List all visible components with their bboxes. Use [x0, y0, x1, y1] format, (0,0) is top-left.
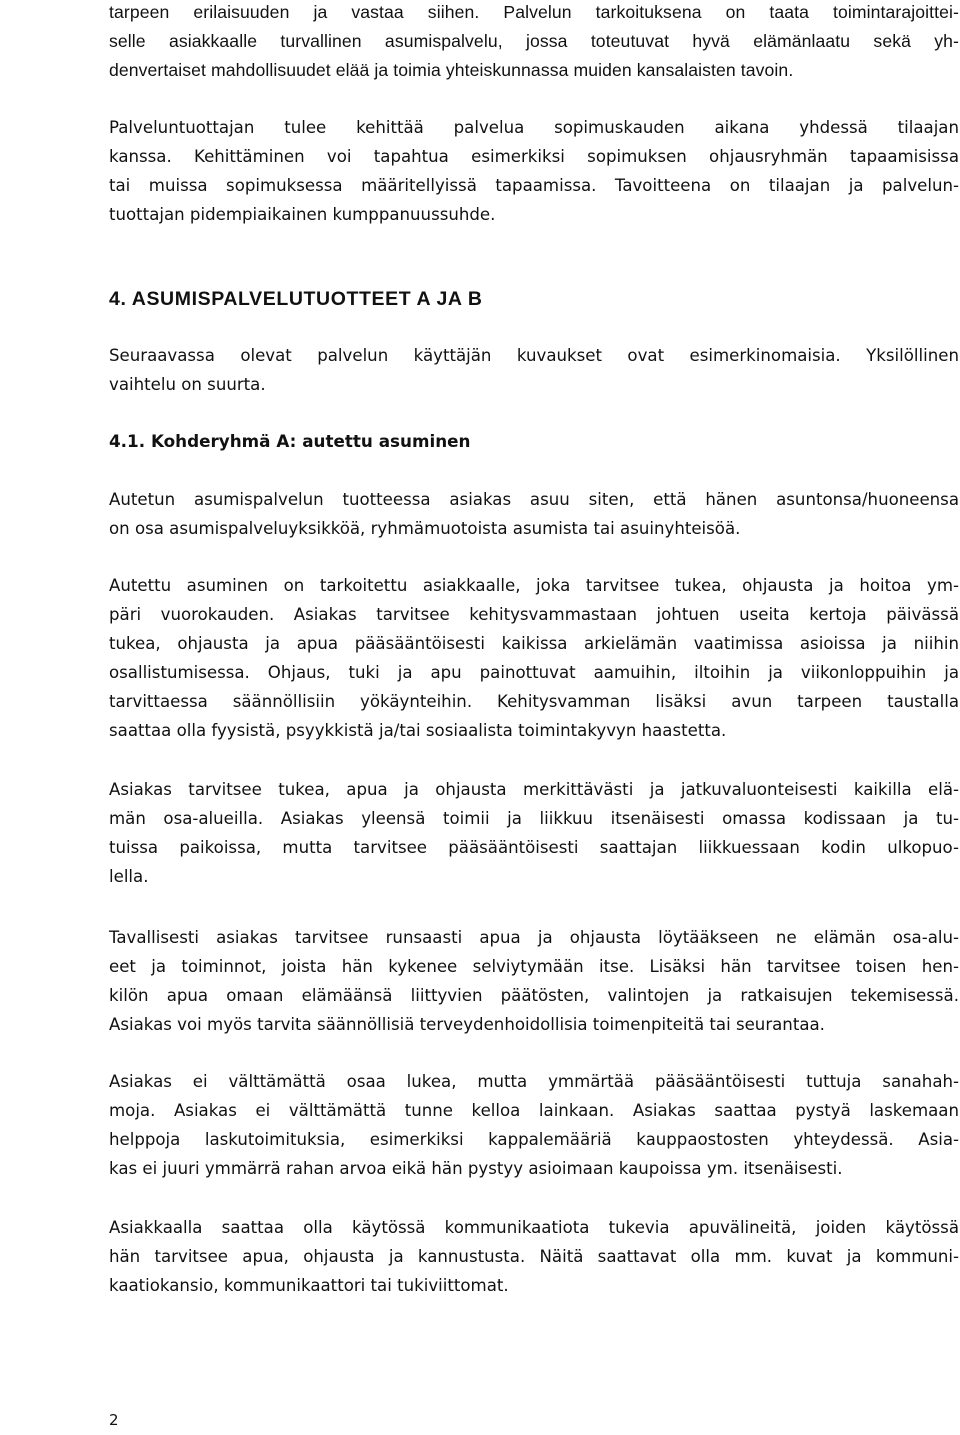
text-line: Asiakas voi myös tarvita säännöllisiä terveydenhoidollisia toimenpiteitä tai seurantaa. [109, 1015, 825, 1034]
text-line: vaihtelu on suurta. [109, 375, 266, 394]
development-paragraph [109, 113, 959, 229]
text-line: denvertaiset mahdollisuudet elää ja toimia yhteiskunnassa muiden kansalaisten tavoin. [109, 60, 794, 80]
text-line: moja. Asiakas ei välttämättä tunne kelloa lainkaan. Asiakas saattaa pystyä laskemaan [109, 1101, 959, 1120]
body-paragraph [109, 775, 959, 891]
text-line: män osa-alueilla. Asiakas yleensä toimii ja liikkuu itsenäisesti omassa kodissaan ja tu- [109, 809, 959, 828]
section-heading: 4. ASUMISPALVELUTUOTTEET A JA B [109, 288, 483, 310]
body-paragraph [109, 923, 959, 1039]
text-line: tarvittaessa säännöllisiin yökäynteihin. Kehitysvamman lisäksi avun tarpeen taustalla [109, 692, 959, 711]
text-line: Asiakkaalla saattaa olla käytössä kommunikaatiota tukevia apuvälineitä, joiden käytössä [109, 1218, 959, 1237]
text-line: Palveluntuottajan tulee kehittää palvelua sopimuskauden aikana yhdessä tilaajan [109, 118, 959, 137]
page-number: 2 [109, 1411, 119, 1429]
text-line: Autettu asuminen on tarkoitettu asiakkaalle, joka tarvitsee tukea, ohjausta ja hoitoa ym- [109, 576, 959, 595]
text-line: helppoja laskutoimituksia, esimerkiksi kappalemääriä kauppaostosten yhteydessä. Asia- [109, 1130, 959, 1149]
text-line: osallistumisessa. Ohjaus, tuki ja apu painottuvat aamuihin, iltoihin ja viikonloppuihin ja [109, 663, 959, 682]
text-line: tuottajan pidempiaikainen kumppanuussuhde. [109, 205, 496, 224]
text-line: tarpeen erilaisuuden ja vastaa siihen. Palvelun tarkoituksena on taata toimintarajoittei- [109, 2, 959, 22]
text-line: lella. [109, 867, 149, 886]
subsection-heading: 4.1. Kohderyhmä A: autettu asuminen [109, 431, 471, 451]
text-line: kanssa. Kehittäminen voi tapahtua esimerkiksi sopimuksen ohjausryhmän tapaamisissa [109, 147, 959, 166]
body-paragraph [109, 571, 959, 745]
text-line: Tavallisesti asiakas tarvitsee runsaasti apua ja ohjausta löytääkseen ne elämän osa-alu- [109, 928, 959, 947]
text-line: selle asiakkaalle turvallinen asumispalvelu, jossa toteutuvat hyvä elämänlaatu sekä yh- [109, 31, 959, 51]
text-line: saattaa olla fyysistä, psyykkistä ja/tai sosiaalista toimintakyvyn haastetta. [109, 721, 727, 740]
text-line: kas ei juuri ymmärrä rahan arvoa eikä hän pystyy asioimaan kaupoissa ym. itsenäisesti. [109, 1159, 843, 1178]
text-line: tai muissa sopimuksessa määritellyissä tapaamissa. Tavoitteena on tilaajan ja palvelun- [109, 176, 959, 195]
text-line: Asiakas tarvitsee tukea, apua ja ohjausta merkittävästi ja jatkuvaluonteisesti kaikilla elä- [109, 780, 959, 799]
text-line: kilön apua omaan elämäänsä liittyvien päätösten, valintojen ja ratkaisujen tekemisessä. [109, 986, 959, 1005]
body-paragraph [109, 1067, 959, 1183]
body-paragraph [109, 1213, 959, 1300]
text-line: hän tarvitsee apua, ohjausta ja kannustusta. Näitä saattavat olla mm. kuvat ja kommuni- [109, 1247, 959, 1266]
text-line: kaatiokansio, kommunikaattori tai tukiviittomat. [109, 1276, 509, 1295]
section-intro-paragraph [109, 341, 959, 399]
text-line: tuissa paikoissa, mutta tarvitsee pääsääntöisesti saattajan liikkuessaan kodin ulkopuo- [109, 838, 959, 857]
text-line: Autetun asumispalvelun tuotteessa asiakas asuu siten, että hänen asuntonsa/huoneensa [109, 490, 959, 509]
text-line: tukea, ohjausta ja apua pääsääntöisesti kaikissa arkielämän vaatimissa asioissa ja niihin [109, 634, 959, 653]
text-line: päri vuorokauden. Asiakas tarvitsee kehitysvammastaan johtuen useita kertoja päivässä [109, 605, 959, 624]
text-line: Seuraavassa olevat palvelun käyttäjän kuvaukset ovat esimerkinomaisia. Yksilöllinen [109, 346, 959, 365]
intro-paragraph [109, 0, 959, 85]
text-line: on osa asumispalveluyksikköä, ryhmämuotoista asumista tai asuinyhteisöä. [109, 519, 741, 538]
text-line: eet ja toiminnot, joista hän kykenee selviytymään itse. Lisäksi hän tarvitsee toisen hen- [109, 957, 959, 976]
body-paragraph [109, 485, 959, 543]
text-line: Asiakas ei välttämättä osaa lukea, mutta ymmärtää pääsääntöisesti tuttuja sanahah- [109, 1072, 959, 1091]
